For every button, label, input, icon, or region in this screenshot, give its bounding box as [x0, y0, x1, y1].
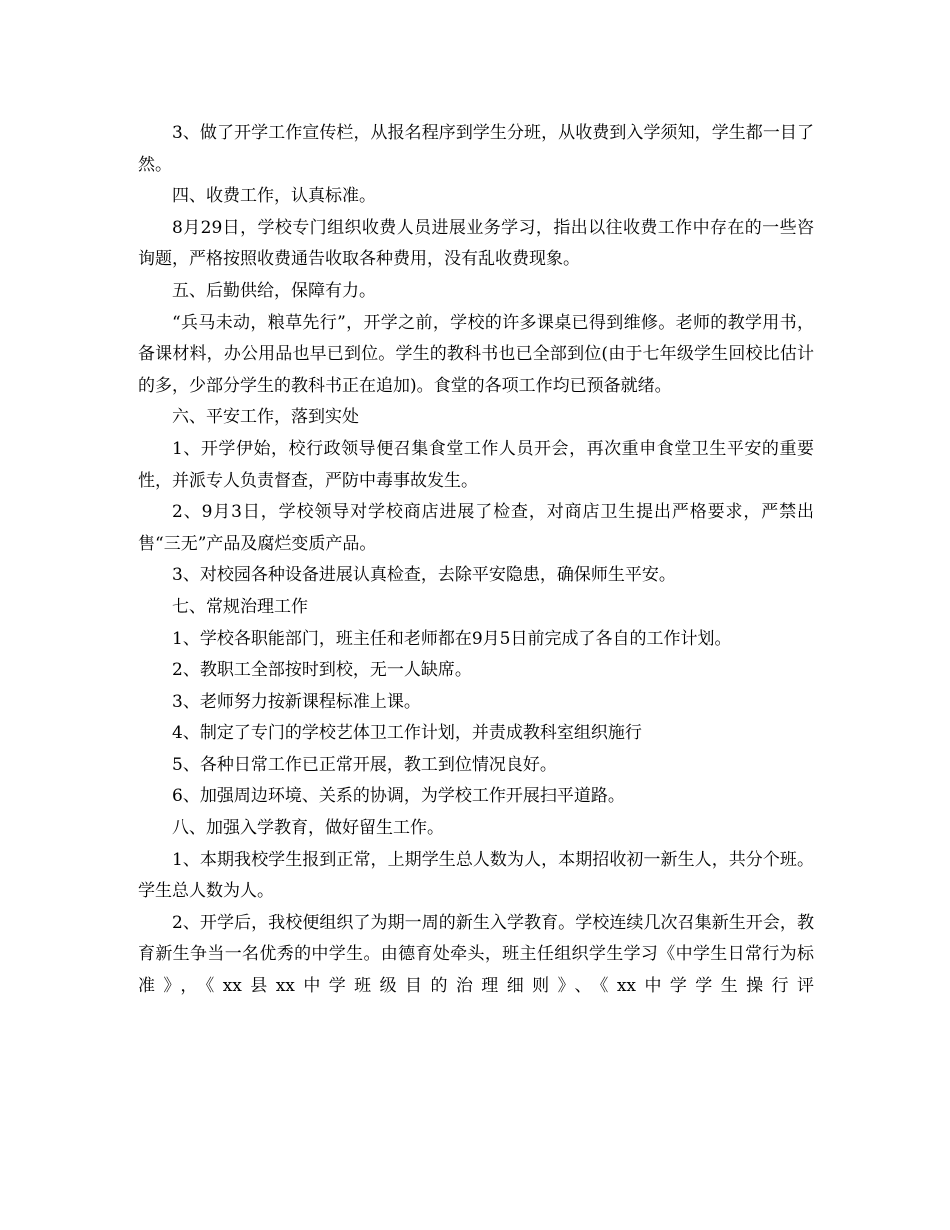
heading-safety: 六、平安工作，落到实处 [172, 407, 359, 428]
paragraph-surroundings: 6、加强周边环境、关系的协调，为学校工作开展扫平道路。 [172, 786, 625, 807]
paragraph-work-plans: 1、学校各职能部门，班主任和老师都在9月5日前完成了各自的工作计划。 [172, 628, 732, 649]
paragraph-canteen-safety: 1、开学伊始，校行政领导便召集食堂工作人员开会，再次重申食堂卫生平安的重要性，并派专人负责督查，严防中毒事故发生。 [138, 438, 814, 491]
paragraph-fee-training: 8月29日，学校专门组织收费人员进展业务学习，指出以往收费工作中存在的一些咨询题，严格按照收费通告收取各种费用，没有乱收费现象。 [138, 217, 814, 270]
paragraph-arts-sports-plan: 4、制定了专门的学校艺体卫工作计划，并责成教科室组织施行 [172, 723, 642, 744]
paragraph-enrollment-numbers: 1、本期我校学生报到正常，上期学生总人数为人，本期招收初一新生人，共分个班。学生总人数为人。 [138, 849, 814, 902]
paragraph-logistics: “兵马未动，粮草先行”，开学之前，学校的许多课桌已得到维修。老师的教学用书，备课材料，办公用品也早已到位。学生的教科书也已全部到位(由于七年级学生回校比估计的多，少部分学生的教科书正在追加)。食堂的各项工作均已预备就绪。 [138, 312, 814, 396]
heading-enrollment-education: 八、加强入学教育，做好留生工作。 [172, 818, 444, 839]
paragraph-curriculum: 3、老师努力按新课程标准上课。 [172, 691, 421, 712]
heading-routine-management: 七、常规治理工作 [172, 596, 308, 617]
heading-logistics: 五、后勤供给，保障有力。 [172, 280, 376, 301]
paragraph-publicity-board: 3、做了开学工作宣传栏，从报名程序到学生分班，从收费到入学须知，学生都一目了然。 [138, 123, 814, 175]
paragraph-staff-attendance: 2、教职工全部按时到校，无一人缺席。 [172, 660, 472, 681]
heading-fees: 四、收费工作，认真标准。 [172, 186, 376, 207]
paragraph-orientation: 2、开学后，我校便组织了为期一周的新生入学教育。学校连续几次召集新生开会，教育新生争当一名优秀的中学生。由德育处牵头，班主任组织学生学习《中学生日常行为标准》，《xx县xx中学班级目的治理细则》、《xx中学学生操行评 [138, 912, 814, 997]
paragraph-daily-work: 5、各种日常工作已正常开展，教工到位情况良好。 [172, 754, 557, 775]
paragraph-equipment-check: 3、对校园各种设备进展认真检查，去除平安隐患，确保师生平安。 [172, 565, 676, 586]
paragraph-shop-inspection: 2、9月3日，学校领导对学校商店进展了检查，对商店卫生提出严格要求，严禁出售“三无”产品及腐烂变质产品。 [138, 502, 814, 554]
document-body [138, 118, 814, 1003]
